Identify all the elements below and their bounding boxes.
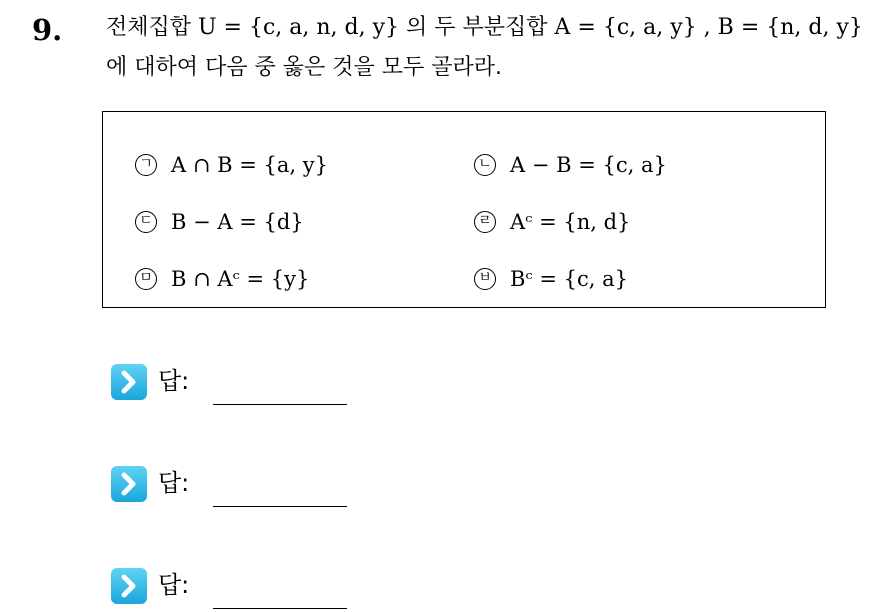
options-box bbox=[102, 111, 826, 308]
stem-text: 의 두 부분집합 bbox=[399, 15, 555, 40]
option-mark: ㄴ bbox=[474, 154, 496, 176]
answer-blank[interactable] bbox=[213, 404, 347, 405]
option-3 bbox=[135, 210, 304, 234]
answer-blank[interactable] bbox=[213, 506, 347, 507]
option-mark: ㄹ bbox=[474, 211, 496, 233]
option-mark: ㅁ bbox=[135, 268, 157, 290]
chevron-right-icon bbox=[111, 568, 147, 604]
stem-text: 전체집합 bbox=[106, 15, 199, 40]
option-text: B ∩ Aᶜ = {y} bbox=[171, 267, 310, 291]
option-4 bbox=[474, 210, 630, 234]
answer-row-2 bbox=[111, 466, 351, 510]
option-text: A ∩ B = {a, y} bbox=[171, 153, 328, 177]
option-text: B − A = {d} bbox=[171, 210, 304, 234]
answer-label: 답: bbox=[158, 469, 190, 497]
subsets: A = {c, a, y} , B = {n, d, y} bbox=[554, 15, 863, 40]
question-stem-line-1 bbox=[106, 12, 876, 44]
option-1 bbox=[135, 153, 328, 177]
option-text: Bᶜ = {c, a} bbox=[510, 267, 629, 291]
answer-label: 답: bbox=[158, 367, 190, 395]
answer-row-1 bbox=[111, 364, 351, 408]
answer-blank[interactable] bbox=[213, 608, 347, 609]
answer-label: 답: bbox=[158, 571, 190, 599]
chevron-right-icon bbox=[111, 466, 147, 502]
option-mark: ㅂ bbox=[474, 268, 496, 290]
question-stem-line-2: 에 대하여 다음 중 옳은 것을 모두 골라라. bbox=[106, 55, 502, 80]
universal-set: U = {c, a, n, d, y} bbox=[198, 15, 400, 40]
option-mark: ㄱ bbox=[135, 154, 157, 176]
chevron-right-icon bbox=[111, 364, 147, 400]
option-5 bbox=[135, 267, 309, 291]
answer-row-3 bbox=[111, 568, 351, 612]
option-mark: ㄷ bbox=[135, 211, 157, 233]
option-text: A − B = {c, a} bbox=[510, 153, 667, 177]
option-2 bbox=[474, 153, 667, 177]
option-6 bbox=[474, 267, 628, 291]
option-text: Aᶜ = {n, d} bbox=[510, 210, 631, 234]
question-number: 9. bbox=[32, 13, 63, 47]
